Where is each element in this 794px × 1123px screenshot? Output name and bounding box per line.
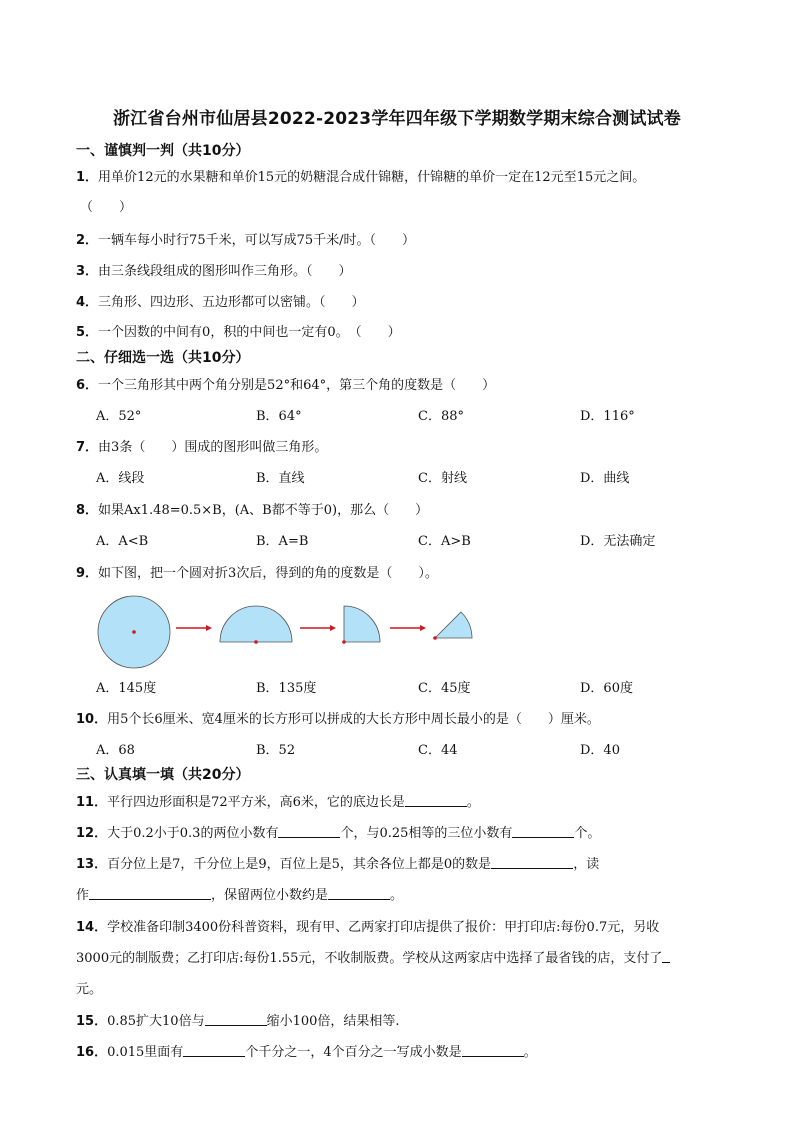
question-text: 0.85扩大10倍与 [107, 1014, 205, 1029]
question-9 [76, 562, 438, 581]
option-b[interactable]: B．64° [256, 409, 302, 424]
right-arrow-icon [390, 625, 426, 631]
question-7 [76, 436, 327, 455]
option-c[interactable]: C．44 [418, 743, 458, 758]
question-1-answer-bracket[interactable]: （ ） [80, 200, 133, 215]
question-number: 12． [76, 826, 108, 841]
option-d[interactable]: D．无法确定 [580, 534, 656, 549]
option-c[interactable]: C．45度 [418, 681, 471, 696]
question-number: 4． [76, 295, 99, 310]
question-text: 三角形、四边形、五边形都可以密铺。（ ） [98, 295, 365, 310]
semicircle-center-dot [254, 640, 258, 644]
option-b[interactable]: B．直线 [256, 471, 305, 486]
answer-blank[interactable] [89, 887, 211, 900]
question-2 [76, 229, 415, 248]
question-text: 一个因数的中间有0，积的中间也一定有0。 （ ） [98, 325, 401, 340]
question-text: 元。 [76, 982, 103, 997]
question-number: 3． [76, 264, 99, 279]
question-text: 。 [390, 888, 404, 903]
question-12 [76, 822, 600, 841]
question-text: 缩小100倍，结果相等. [266, 1014, 400, 1029]
question-text: 一辆车每小时行75千米，可以写成75千米/时。（ ） [98, 233, 416, 248]
question-15 [76, 1010, 400, 1029]
question-text: 3000元的制版费；乙打印店:每份1.55元，不收制版费。学校从这两家店中选择了最省钱的店，支付了 [76, 951, 663, 966]
question-13-continued [76, 884, 403, 903]
answer-blank[interactable] [662, 950, 670, 963]
question-number: 16． [76, 1045, 108, 1060]
answer-blank[interactable] [512, 825, 574, 838]
question-number: 15． [76, 1014, 108, 1029]
question-text: 一个三角形其中两个角分别是52°和64°，第三个角的度数是（ ） [98, 378, 496, 393]
question-number: 2． [76, 233, 99, 248]
question-text: 学校准备印制3400份科普资料，现有甲、乙两家打印店提供了报价：甲打印店:每份0.7元，另收 [107, 920, 660, 935]
right-arrow-icon [176, 625, 212, 631]
semicircle-shape [220, 606, 292, 642]
option-b[interactable]: B．52 [256, 743, 296, 758]
section-heading-fill: 三、认真填一填（共20分） [76, 767, 250, 783]
exam-title: 浙江省台州市仙居县2022-2023学年四年级下学期数学期末综合测试试卷 [113, 109, 681, 129]
question-text: 由3条（ ）围成的图形叫做三角形。 [98, 440, 328, 455]
option-c[interactable]: C．88° [418, 409, 464, 424]
question-4 [76, 291, 365, 310]
answer-blank[interactable] [328, 887, 390, 900]
option-a[interactable]: A．145度 [96, 681, 157, 696]
question-text: 如下图，把一个圆对折3次后，得到的角的度数是（ ）。 [98, 566, 438, 581]
question-number: 9． [76, 566, 99, 581]
question-text: 百分位上是7，千分位上是9，百位上是5，其余各位上都是0的数是 [107, 857, 492, 872]
option-a[interactable]: A．68 [96, 743, 135, 758]
question-text: 。 [466, 795, 480, 810]
question-number: 14． [76, 920, 108, 935]
answer-blank[interactable] [183, 1044, 245, 1057]
question-14 [76, 916, 659, 935]
question-number: 11． [76, 795, 108, 810]
option-d[interactable]: D．116° [580, 409, 635, 424]
question-text: 大于0.2小于0.3的两位小数有 [107, 826, 279, 841]
question-number: 6． [76, 378, 99, 393]
quarter-circle-shape [344, 606, 380, 642]
section-heading-judge: 一、谨慎判一判（共10分） [76, 143, 250, 159]
question-1 [76, 166, 645, 185]
question-text: 如果Ax1.48=0.5×B，(A、B都不等于0)，那么（ ） [98, 503, 429, 518]
question-text: 个，与0.25相等的三位小数有 [340, 826, 513, 841]
question-6 [76, 374, 495, 393]
answer-blank[interactable] [278, 825, 340, 838]
answer-blank[interactable] [405, 794, 467, 807]
question-text: ，保留两位小数约是 [211, 888, 329, 903]
question-text: 个。 [574, 826, 601, 841]
option-d[interactable]: D．60度 [580, 681, 633, 696]
eighth-circle-center-dot [433, 636, 437, 640]
question-16 [76, 1041, 537, 1060]
option-a[interactable]: A．52° [96, 409, 142, 424]
answer-blank[interactable] [462, 1044, 524, 1057]
quarter-circle-center-dot [342, 640, 346, 644]
question-text: 平行四边形面积是72平方米，高6米，它的底边长是 [107, 795, 405, 810]
question-text: 。 [523, 1045, 537, 1060]
question-13 [76, 853, 599, 872]
option-d[interactable]: D．40 [580, 743, 620, 758]
option-b[interactable]: B．A=B [256, 534, 309, 549]
question-number: 7． [76, 440, 99, 455]
circle-center-dot [132, 630, 136, 634]
question-text: ，读 [573, 857, 600, 872]
question-text: 0.015里面有 [107, 1045, 184, 1060]
question-11 [76, 791, 480, 810]
question-number: 10． [76, 712, 108, 727]
question-text: 作 [76, 888, 90, 903]
eighth-circle-shape [435, 612, 472, 638]
answer-blank[interactable] [205, 1013, 267, 1026]
question-8 [76, 499, 428, 518]
question-10 [76, 708, 600, 727]
question-14-continued-2 [76, 978, 102, 997]
option-a[interactable]: A．线段 [96, 471, 145, 486]
question-5 [76, 321, 401, 340]
question-3 [76, 260, 352, 279]
question-number: 8． [76, 503, 99, 518]
answer-blank[interactable] [491, 856, 573, 869]
question-number: 1． [76, 170, 99, 185]
right-arrow-icon [300, 625, 336, 631]
option-d[interactable]: D．曲线 [580, 471, 630, 486]
option-b[interactable]: B．135度 [256, 681, 317, 696]
question-text: 个千分之一，4个百分之一写成小数是 [245, 1045, 462, 1060]
circle-folding-figure [90, 595, 490, 675]
question-14-continued [76, 947, 670, 966]
option-c[interactable]: C．A>B [418, 534, 471, 549]
question-text: 用单价12元的水果糖和单价15元的奶糖混合成什锦糖，什锦糖的单价一定在12元至15元之间。 [98, 170, 646, 185]
question-text: 用5个长6厘米、宽4厘米的长方形可以拼成的大长方形中周长最小的是（ ）厘米。 [107, 712, 600, 727]
option-a[interactable]: A．A<B [96, 534, 149, 549]
question-number: 13． [76, 857, 108, 872]
question-text: 由三条线段组成的图形叫作三角形。（ ） [98, 264, 352, 279]
section-heading-choose: 二、仔细选一选（共10分） [76, 350, 250, 366]
option-c[interactable]: C．射线 [418, 471, 467, 486]
question-number: 5． [76, 325, 99, 340]
